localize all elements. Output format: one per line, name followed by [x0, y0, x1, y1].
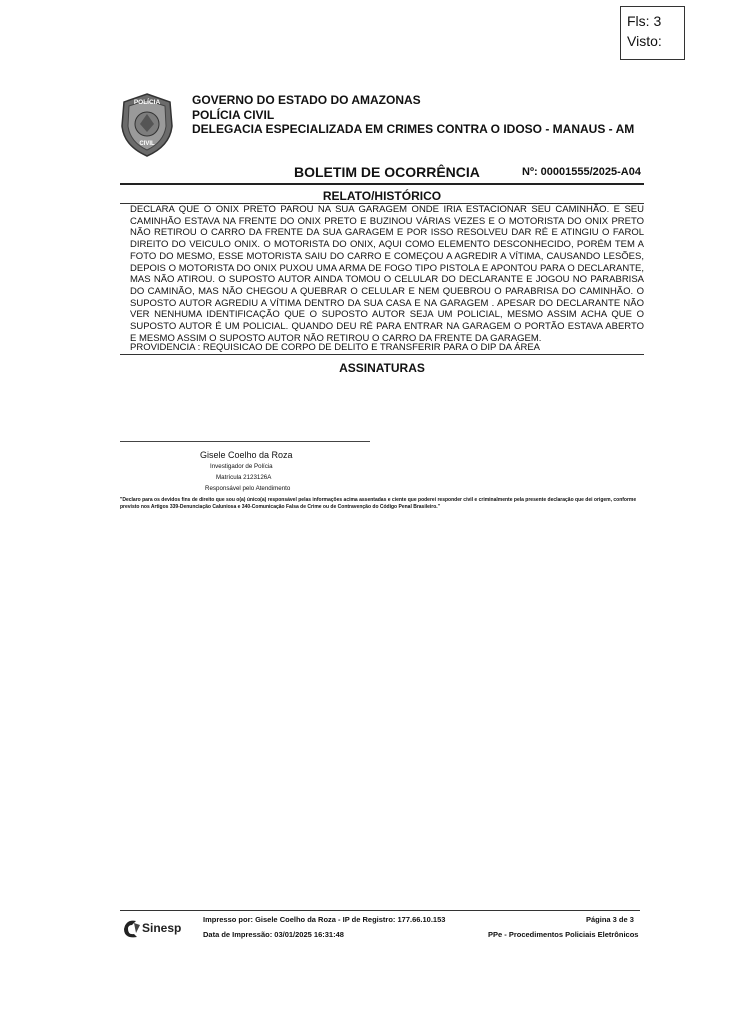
header-line-delegacia: DELEGACIA ESPECIALIZADA EM CRIMES CONTRA O IDOSO - MANAUS - AM	[192, 122, 635, 136]
badge-top-text: POLÍCIA	[133, 99, 161, 106]
header-line-governo: GOVERNO DO ESTADO DO AMAZONAS	[192, 93, 421, 107]
signature-role: Investigador de Polícia	[210, 463, 273, 470]
signature-responsavel: Responsável pelo Atendimento	[205, 485, 291, 492]
document-header	[192, 93, 634, 137]
policia-civil-badge	[118, 92, 176, 158]
document-number: Nº: 00001555/2025-A04	[522, 166, 641, 178]
footer-divider	[120, 910, 640, 911]
document-title: BOLETIM DE OCORRÊNCIA	[294, 164, 480, 180]
sinesp-logo	[120, 915, 192, 946]
footer-pagina: Página 3 de 3	[586, 915, 634, 924]
signature-line	[120, 441, 370, 442]
declaration-text: "Declaro para os devidos fins de direito que sou o(a) único(a) responsável pelas informações acima assentadas e ciente que poderei responder civil e criminalmente pela presente declaração que dei origem, conforme previsto nos Artigos 339-Denunciação Caluniosa e 340-Comunicação Falsa de Crime ou de Contravenção do Código Penal Brasileiro."	[120, 497, 637, 510]
footer-sistema: PPe - Procedimentos Policiais Eletrônicos	[488, 930, 639, 939]
signature-matricula: Matrícula 2123126A	[216, 474, 272, 481]
relato-text: DECLARA QUE O ONIX PRETO PAROU NA SUA GARAGEM ONDE IRIA ESTACIONAR SEU CAMINHÃO. E SEU CAMINHÃO ESTAVA NA FRENTE DO ONIX PRETO E BUZINOU VÁRIAS VEZES E O MOTORISTA DO ONIX PRETO NÃO RETIROU O CARRO DA FRENTE DA SUA GARAGEM E POR ISSO RESOLVEU DAR RÉ E ATINGIU O FAROL DIREITO DO VEICULO ONIX. O MOTORISTA DO ONIX, AQUI COMO ELEMENTO DESCONHECIDO, PORÉM TEM A FOTO DO MESMO, ESSE MOTORISTA SAIU DO CARRO E COMEÇOU A AGREDIR A VÍTIMA, CAUSANDO LESÕES, DEPOIS O MOTORISTA DO ONIX PUXOU UMA ARMA DE FOGO TIPO PISTOLA E APONTOU PARA O DECLARANTE, MAS NÃO ATIROU. O SUPOSTO AUTOR AINDA TOMOU O CELULAR DO DECLARANTE E JOGOU NO PARABRISA DO CAMINÃO, MAS NÃO CHEGOU A QUEBRAR O CELULAR E NEM QUEBROU O PARABRISA DO CAMINHÃO. O SUPOSTO AUTOR AGREDIU A VÍTIMA DENTRO DA SUA CASA E NA GARAGEM . APESAR DO DECLARANTE NÃO VER NENHUMA IDENTIFICAÇÃO QUE O SUPOSTO AUTOR SEJA UM POLICIAL, MESMO ASSIM ACHA QUE O SUPOSTO AUTOR É UM POLICIAL. QUANDO DEU RÉ PARA ENTRAR NA GARAGEM O PORTÃO ESTAVA ABERTO E MESMO ASSIM O SUPOSTO AUTOR NÃO RETIROU O CARRO DA FRENTE DA GARAGEM.	[130, 204, 644, 344]
header-line-policia: POLÍCIA CIVIL	[192, 107, 275, 122]
signature-name: Gisele Coelho da Roza	[200, 450, 293, 460]
assinaturas-title: ASSINATURAS	[339, 361, 425, 375]
providencia-divider	[120, 354, 644, 355]
logo-text: Sinesp	[142, 921, 182, 935]
title-divider	[120, 183, 644, 185]
page-stamp-box	[620, 6, 685, 60]
footer-impresso-por: Impresso por: Gisele Coelho da Roza - IP de Registro: 177.66.10.153	[203, 915, 446, 924]
providencia-text: PROVIDENCIA : REQUISICAO DE CORPO DE DELITO E TRANSFERIR PARA O DIP DA ÁREA	[130, 342, 541, 353]
relato-title: RELATO/HISTÓRICO	[322, 189, 442, 203]
fls-label: Fls: 3	[627, 13, 662, 29]
visto-label: Visto:	[627, 33, 662, 49]
badge-bottom-text: CIVIL	[139, 141, 155, 147]
footer-data-impressao: Data de Impressão: 03/01/2025 16:31:48	[203, 930, 344, 939]
